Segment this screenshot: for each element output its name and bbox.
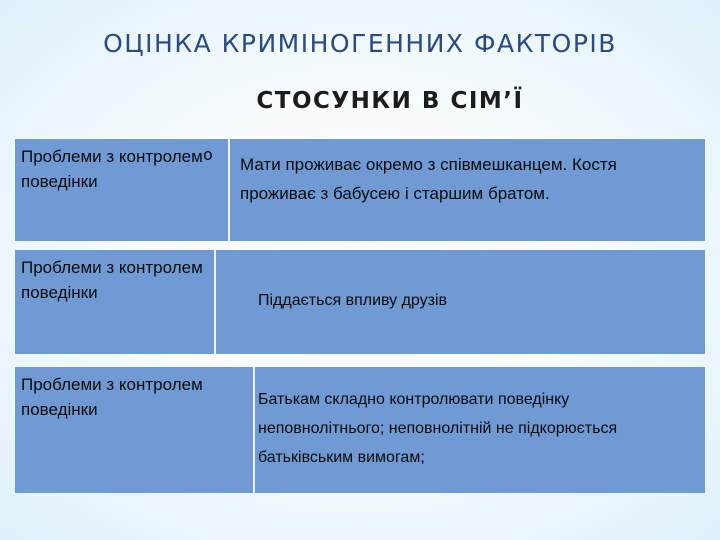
row-label: Проблеми з контролем поведінки xyxy=(21,375,203,419)
slide-subtitle: СТОСУНКИ В СІМ’Ї xyxy=(256,88,524,114)
row-label: Проблеми з контролем поведінки xyxy=(21,258,203,302)
bullet-marker: o xyxy=(203,145,213,164)
table-row xyxy=(15,250,705,354)
table-row xyxy=(15,367,705,493)
table-row xyxy=(15,139,705,241)
row-description: Батькам складно контролювати поведінку неповнолітнього; неповнолітній не підкорюється батьківським вимогам; xyxy=(258,391,618,466)
row-description: Піддається впливу друзів xyxy=(258,292,448,309)
row-label: Проблеми з контролем поведінки xyxy=(21,147,203,191)
row-description: Мати проживає окремо з співмешканцем. Костя проживає з бабусею і старшим братом. xyxy=(240,155,617,203)
slide-title: ОЦІНКА КРИМІНОГЕННИХ ФАКТОРІВ xyxy=(103,29,617,58)
